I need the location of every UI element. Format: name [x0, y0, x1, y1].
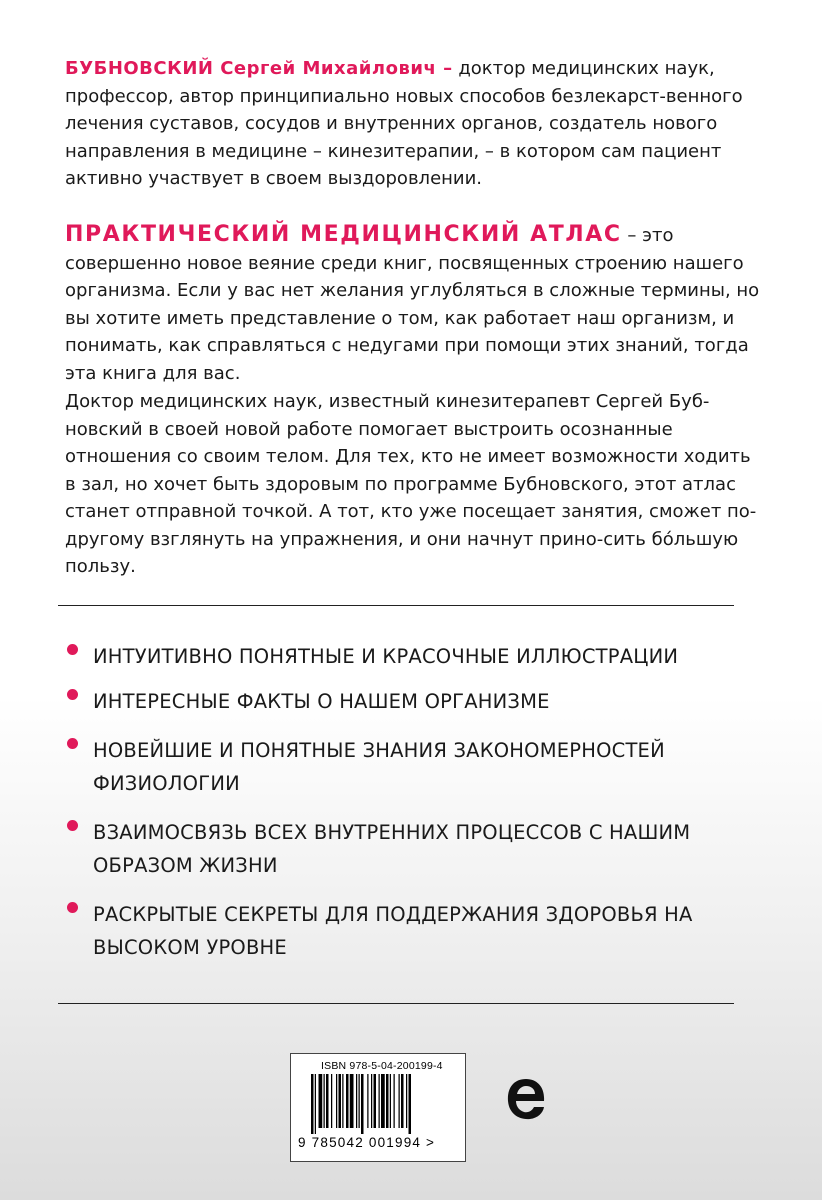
feature-item [65, 640, 773, 673]
barcode-icon [309, 1074, 449, 1134]
barcode-box [290, 1053, 466, 1162]
atlas-description-text: – это совершенно новое веяние среди книг, посвященных строению нашего организма. Если у вас нет желания углубляться в сложные термины, но вы хотите иметь представление о том, как работает наш организм, и понимать, как справляться с недугами при помощи этих знаний, тогда эта книга для вас. [65, 225, 760, 384]
feature-text: РАСКРЫТЫЕ СЕКРЕТЫ ДЛЯ ПОДДЕРЖАНИЯ ЗДОРОВЬЯ НА ВЫСОКОМ УРОВНЕ [93, 903, 693, 959]
bullet-dot-icon [67, 644, 78, 655]
feature-text: ВЗАИМОСВЯЗЬ ВСЕХ ВНУТРЕННИХ ПРОЦЕССОВ С НАШИМ ОБРАЗОМ ЖИЗНИ [93, 821, 691, 877]
divider-bottom [58, 1003, 734, 1004]
feature-text: ИНТУИТИВНО ПОНЯТНЫЕ И КРАСОЧНЫЕ ИЛЛЮСТРАЦИИ [93, 645, 679, 668]
about-paragraph: Доктор медицинских наук, известный кинезитерапевт Сергей Буб-новский в своей новой работе помогает выстроить осознанные отношения со своим телом. Для тех, кто не имеет возможности ходить в зал, но хочет быть здоровым по программе Бубновского, этот атлас станет отправной точкой. А тот, кто уже посещает занятия, сможет по-другому взглянуть на упражнения, и они начнут прино-сить бо́льшую пользу. [65, 391, 757, 577]
author-intro [65, 55, 765, 193]
publisher-logo-icon [504, 1075, 548, 1123]
isbn-label: ISBN 978-5-04-200199-4 [321, 1060, 443, 1072]
feature-item [65, 734, 773, 800]
bullet-dot-icon [67, 738, 78, 749]
feature-text: ИНТЕРЕСНЫЕ ФАКТЫ О НАШЕМ ОРГАНИЗМЕ [93, 690, 550, 713]
feature-item [65, 898, 773, 964]
bullet-dot-icon [67, 820, 78, 831]
atlas-title: ПРАКТИЧЕСКИЙ МЕДИЦИНСКИЙ АТЛАС [65, 222, 622, 247]
author-name: БУБНОВСКИЙ Сергей Михайлович – [65, 58, 453, 79]
divider-top [58, 605, 734, 606]
barcode-digits: 9 785042 001994 > [298, 1135, 436, 1150]
bullet-dot-icon [67, 689, 78, 700]
feature-text: НОВЕЙШИЕ И ПОНЯТНЫЕ ЗНАНИЯ ЗАКОНОМЕРНОСТЕЙ ФИЗИОЛОГИИ [93, 739, 665, 795]
bullet-dot-icon [67, 902, 78, 913]
feature-item [65, 685, 773, 718]
feature-item [65, 816, 773, 882]
author-intro-text: доктор медицинских наук, профессор, автор принципиально новых способов безлекарст-венного лечения суставов, сосудов и внутренних органов, создатель нового направления в медицине – кинезитерапии, – в котором сам пациент активно участвует в своем выздоровлении. [65, 58, 743, 189]
atlas-description [65, 221, 765, 387]
